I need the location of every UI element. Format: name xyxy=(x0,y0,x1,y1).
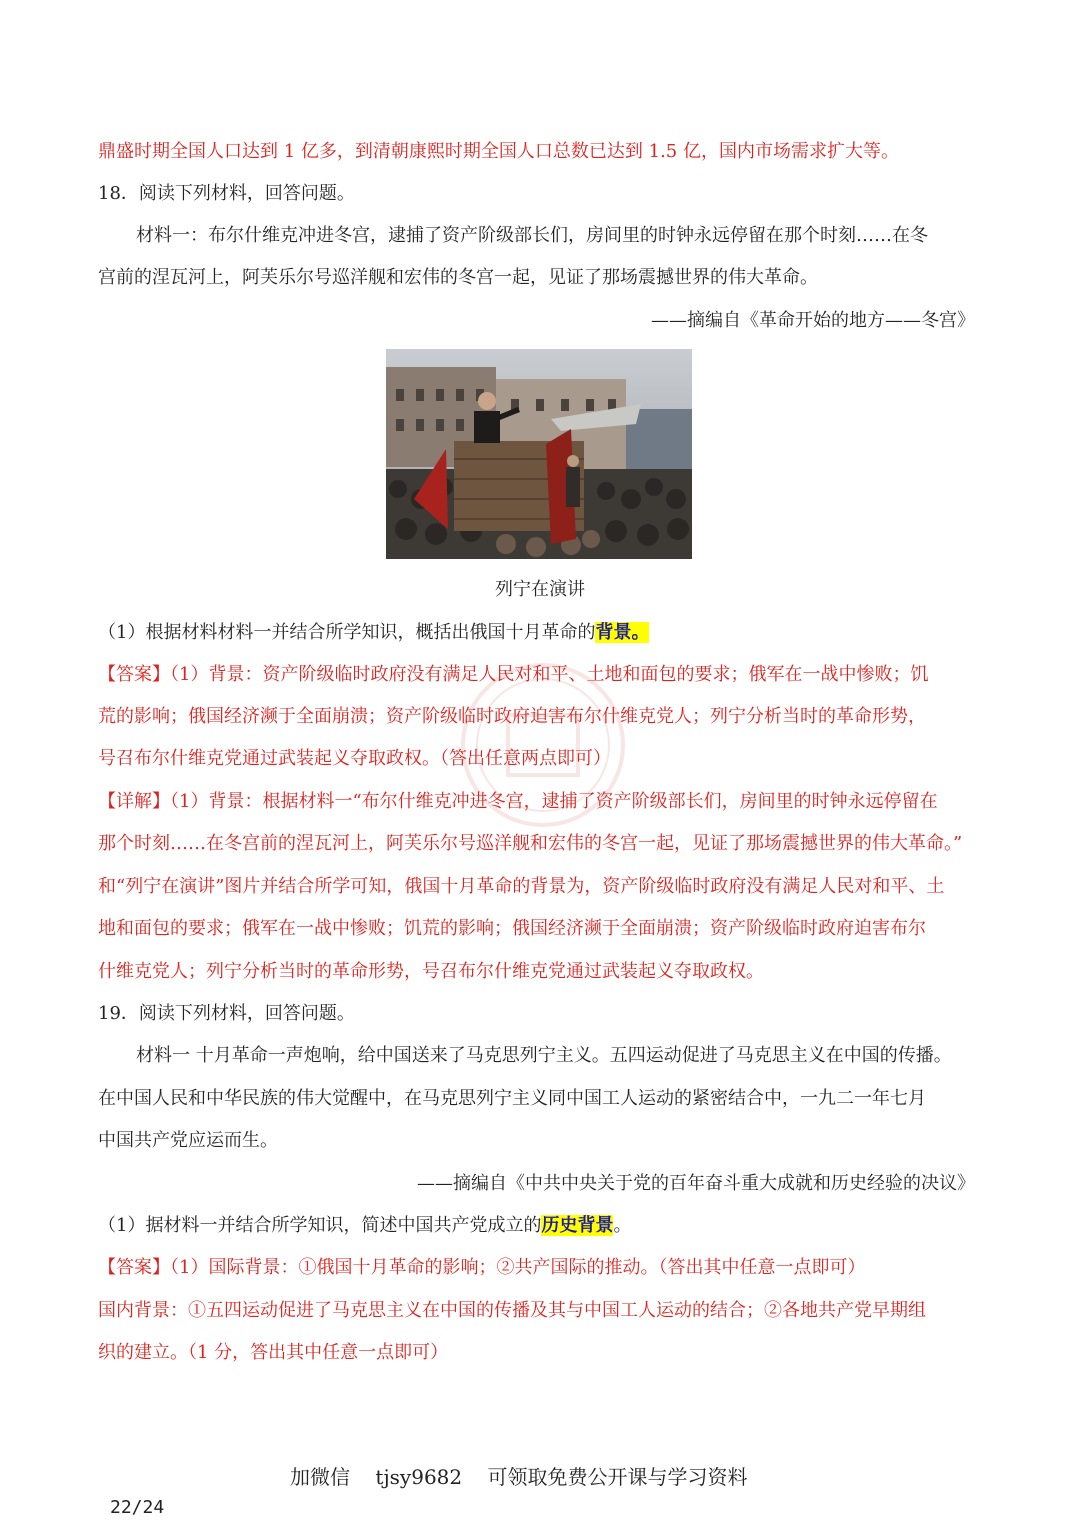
q18-detail-line-2: 那个时刻……在冬宫前的涅瓦河上，阿芙乐尔号巡洋舰和宏伟的冬宫一起，见证了那场震撼世界的伟大革命。” xyxy=(98,833,963,854)
q19-stem: 19．阅读下列材料，回答问题。 xyxy=(98,1003,355,1024)
q19-material-line-1: 材料一 十月革命一声炮响，给中国送来了马克思列宁主义。五四运动促进了马克思主义在中国的传播。 xyxy=(136,1045,952,1066)
q19-question-text: （1）据材料一并结合所学知识，简述中国共产党成立的 xyxy=(98,1215,542,1236)
q19-question xyxy=(98,1214,631,1238)
q18-answer-line-1: 【答案】（1）背景：资产阶级临时政府没有满足人民对和平、土地和面包的要求；俄军在一战中惨败；饥 xyxy=(98,664,929,685)
q19-answer-line-3: 织的建立。（1 分，答出其中任意一点即可） xyxy=(98,1342,449,1363)
page-number: 22/24 xyxy=(110,1497,165,1518)
q18-detail-line-5: 什维克党人；列宁分析当时的革命形势，号召布尔什维克党通过武装起义夺取政权。 xyxy=(98,961,764,982)
q18-image-caption: 列宁在演讲 xyxy=(495,579,585,600)
q18-answer-line-3: 号召布尔什维克党通过武装起义夺取政权。（答出任意两点即可） xyxy=(98,748,611,769)
q18-detail-line-4: 地和面包的要求；俄军在一战中惨败；饥荒的影响；俄国经济濒于全面崩溃；资产阶级临时政府迫害布尔 xyxy=(98,918,926,939)
q19-answer-line-1: 【答案】（1）国际背景：①俄国十月革命的影响；②共产国际的推动。（答出其中任意一点即可） xyxy=(98,1257,866,1278)
q18-answer-line-2: 荒的影响；俄国经济濒于全面崩溃；资产阶级临时政府迫害布尔什维克党人；列宁分析当时的革命形势， xyxy=(98,706,926,727)
q18-question-text: （1）根据材料材料一并结合所学知识，概括出俄国十月革命的 xyxy=(98,622,596,643)
q19-material-line-2: 在中国人民和中华民族的伟大觉醒中，在马克思列宁主义同中国工人运动的紧密结合中，一九二一年七月 xyxy=(98,1088,926,1109)
q18-source: ——摘编自《革命开始的地方——冬宫》 xyxy=(651,310,975,331)
q18-detail-line-3: 和“列宁在演讲”图片并结合所学可知，俄国十月革命的背景为，资产阶级临时政府没有满足人民对和平、土 xyxy=(98,876,945,897)
q19-question-end: 。 xyxy=(613,1215,632,1236)
footer-contact-note: 加微信 tjsy9682 可领取免费公开课与学习资料 xyxy=(290,1465,748,1489)
q18-material-line-1: 材料一：布尔什维克冲进冬宫，逮捕了资产阶级部长们，房间里的时钟永远停留在那个时刻……在冬 xyxy=(136,225,928,246)
q19-material-line-3: 中国共产党应运而生。 xyxy=(98,1130,278,1151)
q18-detail-line-1: 【详解】（1）背景：根据材料一“布尔什维克冲进冬宫，逮捕了资产阶级部长们，房间里的时钟永远停留在 xyxy=(98,791,938,812)
q18-question-highlight: 背景。 xyxy=(595,622,650,643)
q18-material-line-2: 宫前的涅瓦河上，阿芙乐尔号巡洋舰和宏伟的冬宫一起，见证了那场震撼世界的伟大革命。 xyxy=(98,267,818,288)
q19-question-highlight: 历史背景 xyxy=(541,1215,614,1236)
q19-source: ——摘编自《中共中央关于党的百年奋斗重大成就和历史经验的决议》 xyxy=(417,1173,975,1194)
q18-question xyxy=(98,621,649,645)
q19-answer-line-2: 国内背景：①五四运动促进了马克思主义在中国的传播及其与中国工人运动的结合；②各地共产党早期组 xyxy=(98,1300,926,1321)
q18-stem: 18．阅读下列材料，回答问题。 xyxy=(98,183,355,204)
lenin-speech-photo xyxy=(386,349,692,559)
intro-answer-line: 鼎盛时期全国人口达到 1 亿多，到清朝康熙时期全国人口总数已达到 1.5 亿，国内市场需求扩大等。 xyxy=(98,141,899,162)
